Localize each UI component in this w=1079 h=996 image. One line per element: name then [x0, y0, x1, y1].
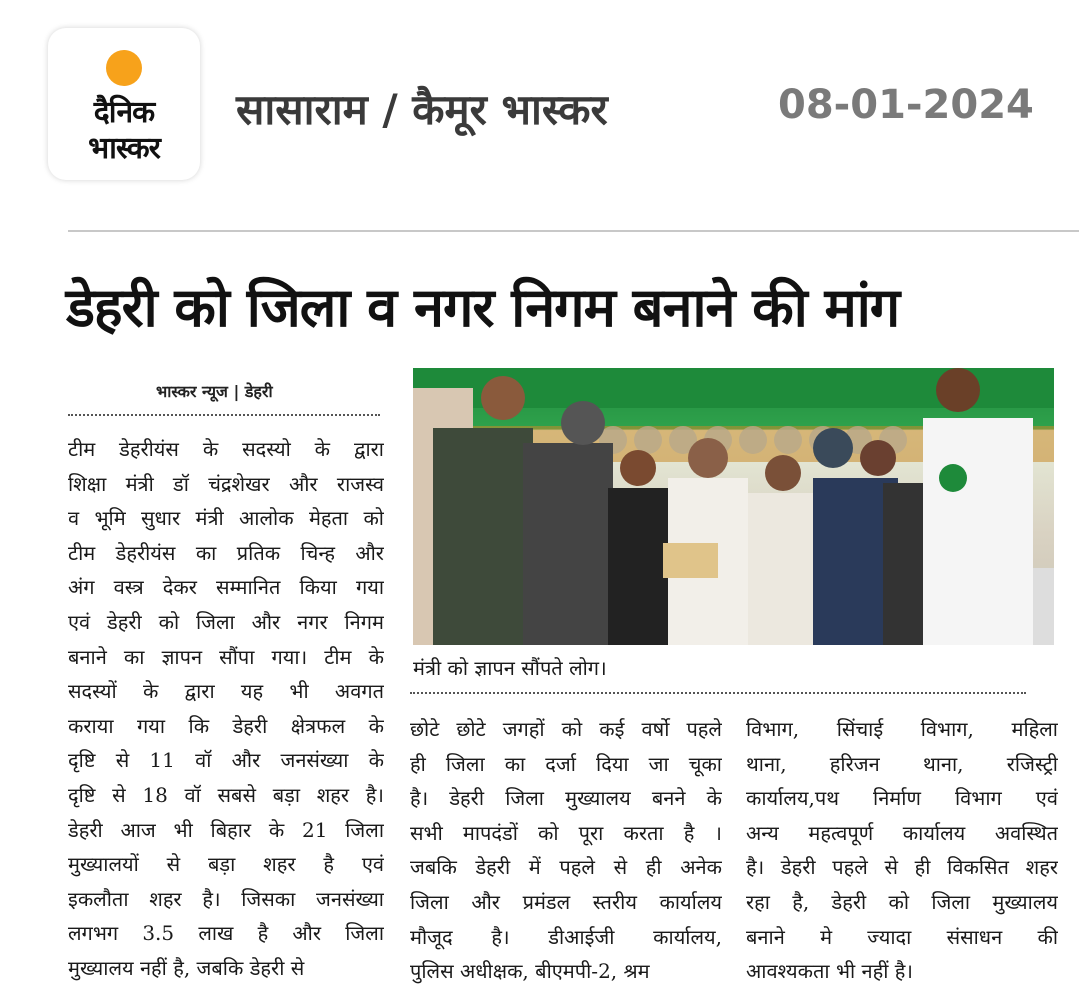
article-text-line: मुख्यालय नहीं है, जबकि डेहरी से — [68, 955, 305, 980]
article-text-line: रहा है, डेहरी को जिला मुख्यालय — [746, 889, 1058, 914]
article-text-line: लगभग 3.5 लाख है और जिला — [68, 921, 384, 946]
article-text-line: अंग वस्त्र देकर सम्मानित किया गया — [68, 575, 384, 600]
article-text-line: मुख्यालयों से बड़ा शहर है एवं — [68, 852, 384, 877]
article-text-line: दृष्टि से 11 वॉ और जनसंख्या के — [68, 748, 384, 773]
logo-text-line2: भास्कर — [88, 131, 160, 166]
article-text-line: अन्य महत्वपूर्ण कार्यालय अवस्थित — [746, 820, 1058, 845]
article-text-line: जबकि डेहरी में पहले से ही अनेक — [410, 855, 722, 880]
publication-date: 08-01-2024 — [778, 82, 1034, 128]
article-text-line: विभाग, सिंचाई विभाग, महिला — [746, 717, 1058, 741]
article-text-line: ही जिला का दर्जा दिया जा चूका — [410, 751, 722, 776]
article-text-line: डेहरी आज भी बिहार के 21 जिला — [68, 817, 384, 842]
article-byline: भास्कर न्यूज | डेहरी — [156, 382, 273, 401]
caption-divider — [410, 692, 1026, 694]
article-text-line: व भूमि सुधार मंत्री आलोक मेहता को — [68, 506, 384, 531]
article-text-line: बनाने मे ज्यादा संसाधन की — [746, 924, 1058, 949]
article-text-line: छोटे छोटे जगहों को कई वर्षो पहले — [410, 717, 722, 741]
article-text-line: आवश्यकता भी नहीं है। — [746, 959, 914, 984]
dainik-bhaskar-logo — [48, 28, 200, 180]
article-text-line: बनाने का ज्ञापन सौंपा गया। टीम के — [68, 644, 384, 669]
photo-illustration — [413, 368, 1054, 645]
article-column-3 — [746, 712, 1058, 989]
article-text-line: मौजूद है। डीआईजी कार्यालय, — [410, 924, 722, 949]
article-column-2 — [410, 712, 722, 989]
photo-caption: मंत्री को ज्ञापन सौंपते लोग। — [413, 656, 607, 680]
article-text-line: एवं डेहरी को जिला और नगर निगम — [68, 609, 384, 634]
article-text-line: शिक्षा मंत्री डॉ चंद्रशेखर और राजस्व — [68, 471, 384, 496]
article-text-line: टीम डेहरीयंस के सदस्यो के द्वारा — [68, 437, 384, 461]
article-text-line: है। डेहरी पहले से ही विकसित शहर — [746, 855, 1058, 880]
article-text-line: जिला और प्रमंडल स्तरीय कार्यालय — [410, 889, 722, 914]
sun-icon — [106, 50, 142, 86]
news-photo — [413, 368, 1054, 645]
article-column-1 — [68, 432, 384, 986]
article-headline: डेहरी को जिला व नगर निगम बनाने की मांग — [66, 276, 900, 339]
edition-title: सासाराम / कैमूर भास्कर — [236, 85, 608, 134]
logo-text-line1: दैनिक — [93, 95, 155, 130]
article-text-line: है। डेहरी जिला मुख्यालय बनने के — [410, 786, 722, 811]
article-text-line: टीम डेहरीयंस का प्रतिक चिन्ह और — [68, 540, 384, 565]
article-text-line: थाना, हरिजन थाना, रजिस्ट्री — [746, 751, 1058, 776]
header-divider — [68, 230, 1079, 232]
article-text-line: सभी मापदंडों को पूरा करता है । — [410, 820, 722, 845]
article-text-line: दृष्टि से 18 वॉ सबसे बड़ा शहर है। — [68, 782, 384, 807]
article-text-line: सदस्यों के द्वारा यह भी अवगत — [68, 679, 384, 704]
article-text-line: पुलिस अधीक्षक, बीएमपी-2, श्रम — [410, 959, 650, 984]
article-text-line: कराया गया कि डेहरी क्षेत्रफल के — [68, 713, 384, 738]
byline-divider — [68, 414, 380, 416]
article-text-line: इकलौता शहर है। जिसका जनसंख्या — [68, 886, 384, 911]
article-text-line: कार्यालय,पथ निर्माण विभाग एवं — [746, 786, 1058, 811]
